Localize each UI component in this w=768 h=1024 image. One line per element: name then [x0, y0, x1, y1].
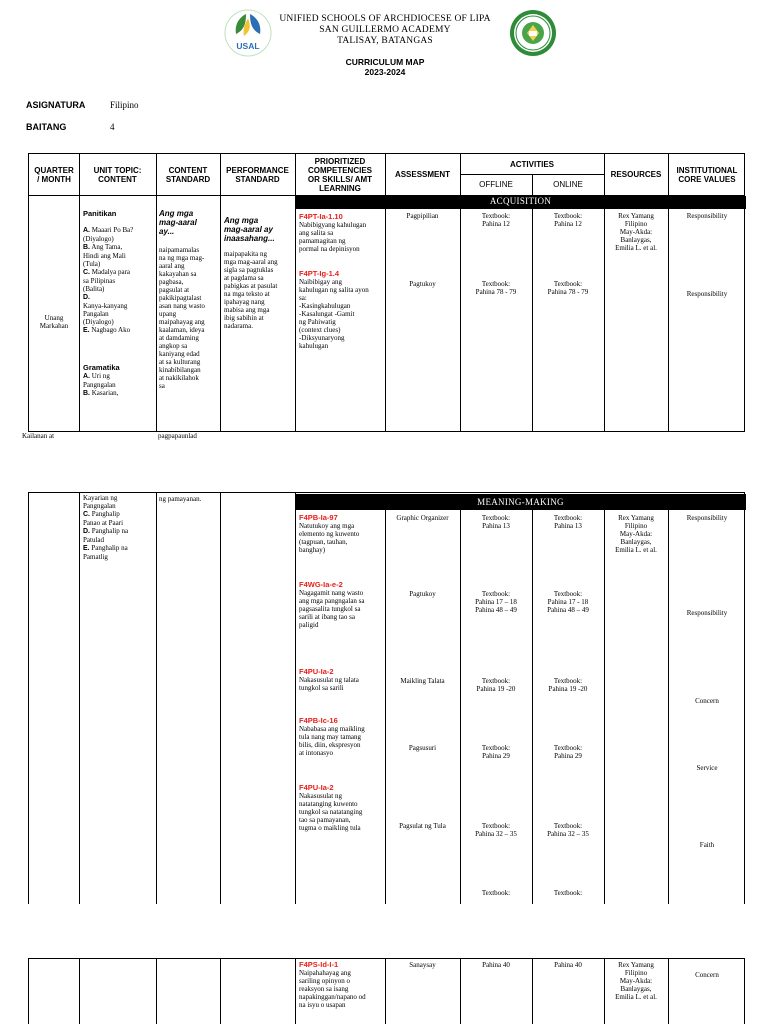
col-activities: ACTIVITIES — [509, 159, 554, 169]
text-line: at damdaming — [159, 334, 199, 342]
school-name — [250, 14, 520, 47]
text-line: Nakasusulat ng talata — [299, 676, 359, 684]
topic-text: Nagbago Ako — [89, 326, 131, 334]
core-value: Responsibility — [686, 609, 728, 617]
topic-line — [83, 310, 155, 318]
col-performance-standard: PERFORMANCE STANDARD — [226, 165, 289, 184]
online-activity — [532, 514, 604, 530]
topic-letter: D. — [83, 528, 90, 535]
core-value: Concern — [695, 971, 719, 979]
text-line: -Diksyunaryong — [299, 334, 345, 342]
school-year: 2023-2024 — [364, 67, 406, 77]
text-line: Pahina 32 – 35 — [475, 830, 517, 838]
text-line: sigla sa pagtuklas — [224, 266, 274, 274]
text-line: na mga teksto at — [224, 290, 270, 298]
topic-line — [83, 389, 155, 398]
text-line: (context clues) — [299, 326, 341, 334]
topic-line — [83, 235, 155, 243]
text-line: pagsasalita tungkol sa — [299, 605, 361, 613]
topic-text: (Diyalogo) — [83, 235, 114, 243]
assessment: Graphic Organizer — [396, 514, 449, 522]
grammar-heading: Gramatika — [83, 363, 120, 372]
text-line: naipamamalas — [159, 246, 200, 254]
text-line: Banlaygas, — [620, 985, 652, 993]
topic-text: Maaari Po Ba? — [90, 226, 134, 234]
text-line: tungkol sa sarili — [299, 684, 344, 692]
text-line: Textbook: — [553, 822, 583, 830]
topic-text: (Tula) — [83, 260, 101, 268]
text-line: nadarama. — [224, 322, 253, 330]
curriculum-table-part-3 — [28, 958, 745, 1024]
text-line: kinabibilangan — [159, 366, 201, 374]
text-line: kaniyang edad — [159, 350, 200, 358]
text-line: kakayahan sa — [159, 270, 197, 278]
competency: F4PT-Ig-1.4 Naibibigay ang kahulugan ng salita ayon sa: -Kasingkahulugan -Kasalungat -Gamit ng Pahiwatig (context clues) -Diksyunaryong kahulugan — [299, 269, 385, 350]
text-line: ibig sabihin at — [224, 314, 264, 322]
topic-text: Madalya para — [90, 268, 131, 276]
text-line: natatanging kuwento — [299, 800, 358, 808]
text-line: -Kasingkahulugan — [299, 302, 351, 310]
text-line: tugma o maikling tula — [299, 824, 361, 832]
topic-letter: E. — [83, 545, 90, 552]
text-line: at nakikilahok — [159, 374, 199, 382]
assessment: Pagsulat ng Tula — [399, 822, 446, 830]
text-line: mag-aaral ay — [224, 225, 273, 234]
text-line: Rex Yamang — [618, 212, 654, 220]
text-line: Textbook: — [553, 212, 583, 220]
text-line: Ang mga — [159, 209, 194, 218]
text-line: Pahina 32 – 35 — [547, 830, 589, 838]
text-line: Emilia L. et al. — [615, 244, 657, 252]
text-line: Pahina 19 -20 — [476, 685, 516, 693]
online-activity — [532, 961, 604, 969]
text-line: sa — [159, 382, 165, 390]
topic-line — [83, 372, 155, 381]
online-activity — [532, 677, 604, 693]
curriculum-table-part-1 — [28, 153, 745, 432]
topic-text: Hindi ang Mali — [83, 252, 126, 260]
text-line: Textbook: — [481, 514, 511, 522]
text-line: Ang mga — [224, 216, 259, 225]
text-line: pamamagitan ng — [299, 237, 346, 245]
col-content-standard: CONTENT STANDARD — [165, 165, 211, 184]
text-line: Pahina 48 – 49 — [475, 606, 517, 614]
text-line: (tagpuan, tauhan, — [299, 538, 348, 546]
topic-text: Kanya-kanyang — [83, 302, 128, 310]
topic-text: Kayarian ng — [83, 494, 118, 502]
online-activity — [532, 744, 604, 760]
topic-text: Kasarian, — [90, 389, 119, 397]
text-line: Pahina 29 — [482, 752, 510, 760]
text-line: kahulugan — [299, 342, 329, 350]
online-activity: Textbook: — [553, 889, 583, 897]
topic-line — [83, 544, 155, 553]
topic-text: Ang Tama, — [90, 243, 123, 251]
text-line: sariling opinyon o — [299, 977, 350, 985]
topic-text: Uri ng — [90, 372, 110, 380]
school-line: TALISAY, BATANGAS — [337, 36, 433, 46]
topic-letter: A. — [83, 227, 90, 234]
topic-text: Panghalip na — [89, 544, 128, 552]
text-line: reaksyon sa isang — [299, 985, 349, 993]
text-line: bilis, diin, ekspresyon — [299, 741, 361, 749]
text-line: ipahayag nang — [224, 298, 265, 306]
text-line: mag-aaral — [159, 218, 197, 227]
topic-line — [83, 502, 155, 510]
topic-text: (Diyalogo) — [83, 318, 114, 326]
text-line: pagbasa, — [159, 278, 184, 286]
text-line: Textbook: — [481, 744, 511, 752]
grade-label: BAITANG — [26, 122, 67, 132]
topic-text: Panghalip na — [90, 527, 129, 535]
text-line: Textbook: — [553, 590, 583, 598]
topic-line — [83, 226, 155, 235]
topic-text: sa Pilipinas — [83, 277, 116, 285]
text-line: Nababasa ang maikling — [299, 725, 365, 733]
text-line: Nakasusulat ng — [299, 792, 342, 800]
text-line: ay... — [159, 227, 175, 236]
topic-letter: A. — [83, 373, 90, 380]
competency: F4PS-Id-I-1 Naipahahayag ang sariling opinyon o reaksyon sa isang napakinggan/napano od na isyu o usapan — [299, 960, 385, 1009]
topic-line — [83, 285, 155, 293]
topic-text: Pangngalan — [83, 502, 116, 510]
text-line: Textbook: — [481, 280, 511, 288]
core-value: Service — [696, 764, 718, 772]
quarter-label: Unang Markahan — [39, 314, 69, 330]
text-line: Pahina 78 - 79 — [475, 288, 517, 296]
text-line: Rex Yamang — [618, 961, 654, 969]
offline-activity — [460, 677, 532, 693]
assessment: Pagsusuri — [408, 744, 437, 752]
core-value: Responsibility — [686, 290, 728, 298]
text-line: Emilia L. et al. — [615, 546, 657, 554]
competency: F4WG-Ia-e-2 Nagagamit nang wasto ang mga pangngalan sa pagsasalita tungkol sa sarili at ibang tao sa paligid — [299, 580, 385, 629]
text-line: Pahina 19 -20 — [548, 685, 588, 693]
text-line: Pahina 13 — [482, 522, 510, 530]
topic-line — [83, 268, 155, 277]
text-line: napakinggan/napano od — [299, 993, 366, 1001]
text-line: aaral ang — [159, 262, 185, 270]
text-line: Textbook: — [553, 280, 583, 288]
topic-letter: D. — [83, 294, 90, 301]
text-line: kahulugan ng salita ayon — [299, 286, 369, 294]
text-line: -Kasalungat -Gamit — [299, 310, 355, 318]
text-line: mga mag-aaral ang — [224, 258, 278, 266]
content-standard-overflow: pagpapaunlad — [158, 432, 197, 440]
resources — [604, 514, 668, 554]
core-value: Concern — [695, 697, 719, 705]
topic-line — [83, 381, 155, 389]
text-line: Pahina 12 — [482, 220, 510, 228]
performance-standard — [224, 216, 294, 330]
topic-letter: B. — [83, 390, 90, 397]
competency: F4PT-Ia-1.10 Nabibigyang kahulugan ang salita sa pamamagitan ng pormal na depinisyon — [299, 212, 385, 253]
col-unit-topic: UNIT TOPIC: CONTENT — [93, 165, 142, 184]
offline-activity — [460, 514, 532, 530]
col-quarter: QUARTER / MONTH — [34, 165, 74, 184]
text-line: May-Akda: — [619, 977, 653, 985]
topic-text: Panghalip — [90, 510, 120, 518]
text-line: sarili at ibang tao sa — [299, 613, 355, 621]
text-line: Rex Yamang — [618, 514, 654, 522]
text-line: Nabibigyang kahulugan — [299, 221, 367, 229]
text-line: Textbook: — [481, 590, 511, 598]
subject-label: ASIGNATURA — [26, 100, 86, 110]
resources — [604, 961, 668, 1001]
text-line: banghay) — [299, 546, 326, 554]
topic-line — [83, 326, 155, 335]
text-line: Textbook: — [553, 677, 583, 685]
text-line: paligid — [299, 621, 319, 629]
assessment: Maikling Talata — [400, 677, 445, 685]
text-line: sa: — [299, 294, 307, 302]
text-line: mabisa ang mga — [224, 306, 270, 314]
topic-line — [83, 243, 155, 252]
offline-activity — [460, 744, 532, 760]
assessment: Sanaysay — [409, 961, 436, 969]
offline-activity — [460, 961, 532, 969]
col-core-values: INSTITUTIONAL CORE VALUES — [676, 165, 738, 184]
text-line: Banlaygas, — [620, 236, 652, 244]
core-value: Responsibility — [686, 514, 728, 522]
topic-letter: B. — [83, 244, 90, 251]
online-activity — [532, 280, 604, 296]
meaning-making-band: MEANING-MAKING — [295, 494, 746, 510]
topic-text: (Balita) — [83, 285, 105, 293]
core-value: Faith — [699, 841, 715, 849]
online-activity — [532, 822, 604, 838]
col-offline: OFFLINE — [479, 180, 513, 189]
unit-topic-content — [83, 494, 155, 561]
text-line: tungkol sa natatanging — [299, 808, 363, 816]
text-line: pormal na depinisyon — [299, 245, 360, 253]
content-standard: ng pamayanan. — [159, 495, 202, 503]
topic-line — [83, 293, 155, 302]
topic-text: Pangngalan — [83, 381, 116, 389]
text-line: kaalaman, ideya — [159, 326, 205, 334]
text-line: Textbook: — [553, 514, 583, 522]
acquisition-band: ACQUISITION — [295, 196, 746, 209]
text-line: Nagagamit nang wasto — [299, 589, 364, 597]
text-line: Banlaygas, — [620, 538, 652, 546]
text-line: Natutukoy ang mga — [299, 522, 355, 530]
title: CURRICULUM MAP — [345, 57, 425, 67]
assessment: Pagtukoy — [409, 590, 436, 598]
text-line: at pagdama sa — [224, 274, 264, 282]
literature-heading: Panitikan — [83, 209, 117, 218]
content-standard — [159, 209, 219, 390]
subject-value: Filipino — [110, 100, 139, 110]
offline-activity: Textbook: — [481, 889, 511, 897]
text-line: Pahina 17 – 18 — [475, 598, 517, 606]
text-line: Filipino — [624, 969, 648, 977]
text-line: Pahina 40 — [482, 961, 510, 969]
topic-letter: C. — [83, 511, 90, 518]
topic-line — [83, 527, 155, 536]
topic-line — [83, 519, 155, 527]
topic-line — [83, 553, 155, 561]
school-line: SAN GUILLERMO ACADEMY — [319, 25, 451, 35]
text-line: inaasahang... — [224, 234, 275, 243]
col-resources: RESOURCES — [610, 170, 662, 179]
text-line: Naibibigay ang — [299, 278, 342, 286]
offline-activity — [460, 822, 532, 838]
text-line: Pahina 13 — [554, 522, 582, 530]
text-line: asan nang wasto — [159, 302, 205, 310]
col-competencies: PRIORITIZED COMPETENCIES OR SKILLS/ AMT LEARNING — [307, 156, 373, 193]
text-line: ang salita sa — [299, 229, 334, 237]
online-activity — [532, 212, 604, 228]
topic-line — [83, 318, 155, 326]
text-line: Pahina 17 - 18 — [547, 598, 589, 606]
competency: F4PU-Ia-2 Nakasusulat ng talata tungkol sa sarili — [299, 667, 385, 692]
text-line: Pahina 78 - 79 — [547, 288, 589, 296]
text-line: maipapakita ng — [224, 250, 267, 258]
topic-letter: C. — [83, 269, 90, 276]
competency: F4PB-Ic-16 Nababasa ang maikling tula nang may tamang bilis, diin, ekspresyon at intonasyo — [299, 716, 385, 757]
text-line: May-Akda: — [619, 228, 653, 236]
text-line: Textbook: — [481, 212, 511, 220]
text-line: angkop sa — [159, 342, 188, 350]
topic-text: Pamatlig — [83, 553, 108, 561]
text-line: Pahina 40 — [554, 961, 582, 969]
resources — [604, 212, 668, 252]
competency: F4PU-Ia-2 Nakasusulat ng natatanging kuwento tungkol sa natatanging tao sa pamayanan, tugma o maikling tula — [299, 783, 385, 832]
text-line: at sa kulturang — [159, 358, 201, 366]
text-line: na isyu o usapan — [299, 1001, 346, 1009]
text-line: pakikipagtalast — [159, 294, 202, 302]
text-line: Textbook: — [481, 677, 511, 685]
text-line: tula nang may tamang — [299, 733, 362, 741]
topic-line — [83, 260, 155, 268]
topic-line — [83, 277, 155, 285]
topic-line — [83, 510, 155, 519]
topic-line — [83, 536, 155, 544]
offline-activity — [460, 212, 532, 228]
text-line: ang mga pangngalan sa — [299, 597, 365, 605]
text-line: Filipino — [624, 220, 648, 228]
text-line: maipahayag ang — [159, 318, 205, 326]
text-line: Textbook: — [481, 822, 511, 830]
unit-topic-overflow: Kailanan at — [22, 432, 55, 440]
school-line: UNIFIED SCHOOLS OF ARCHDIOCESE OF LIPA — [279, 14, 491, 24]
usal-logo-text: USAL — [236, 41, 260, 51]
text-line: May-Akda: — [619, 530, 653, 538]
text-line: ng Pahiwatig — [299, 318, 336, 326]
topic-line — [83, 302, 155, 310]
text-line: at intonasyo — [299, 749, 334, 757]
text-line: Filipino — [624, 522, 648, 530]
offline-activity — [460, 280, 532, 296]
text-line: Textbook: — [553, 744, 583, 752]
assessment: Pagpipilian — [406, 212, 439, 220]
text-line: pabigkas at pasulat — [224, 282, 278, 290]
text-line: Pahina 29 — [554, 752, 582, 760]
grade-value: 4 — [110, 122, 115, 132]
text-line: na ng mga mag- — [159, 254, 205, 262]
topic-text: Panao at Paari — [83, 519, 124, 527]
topic-line — [83, 494, 155, 502]
col-online: ONLINE — [553, 180, 583, 189]
text-line: upang — [159, 310, 177, 318]
curriculum-table-part-2 — [28, 492, 745, 904]
topic-text: Patulad — [83, 536, 104, 544]
topic-text: Pangalan — [83, 310, 109, 318]
text-line: pagsulat at — [159, 286, 190, 294]
unit-topic-content — [83, 209, 155, 398]
col-assessment: ASSESSMENT — [394, 170, 451, 179]
core-value: Responsibility — [686, 212, 728, 220]
topic-line — [83, 252, 155, 260]
competency: F4PB-Ia-97 Natutukoy ang mga elemento ng kuwento (tagpuan, tauhan, banghay) — [299, 513, 385, 554]
document-title — [300, 57, 470, 77]
offline-activity — [460, 590, 532, 614]
text-line: Pahina 48 – 49 — [547, 606, 589, 614]
text-line: tao sa pamayanan, — [299, 816, 351, 824]
text-line: Emilia L. et al. — [615, 993, 657, 1001]
text-line: elemento ng kuwento — [299, 530, 360, 538]
assessment: Pagtukoy — [409, 280, 436, 288]
online-activity — [532, 590, 604, 614]
text-line: Naipahahayag ang — [299, 969, 351, 977]
topic-letter: E. — [83, 327, 90, 334]
text-line: Pahina 12 — [554, 220, 582, 228]
